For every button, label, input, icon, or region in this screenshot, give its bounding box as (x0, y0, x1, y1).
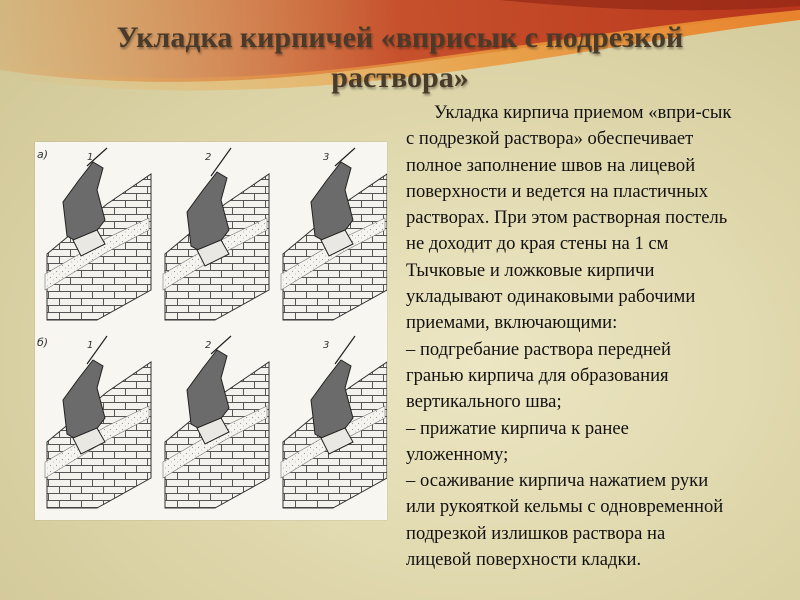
text-line: Укладка кирпича приемом «впри-сык (434, 102, 732, 123)
text-line: – подгребание раствора передней (406, 338, 672, 360)
step-number: 2 (205, 152, 212, 163)
text-line: поверхности и ведется на пластичных (406, 180, 709, 202)
panel-step-б-1 (37, 332, 153, 518)
title-line-1: Укладка кирпичей «вприсык с подрезкой (116, 21, 684, 54)
text-line: подрезкой излишков раствора на (406, 522, 666, 544)
row-b-label: б) (37, 336, 49, 349)
text-line: – прижатие кирпича к ранее (406, 417, 629, 439)
text-line: приемами, включающими: (406, 312, 618, 334)
text-line: вертикального шва; (406, 391, 562, 413)
row-a-label: а) (37, 148, 49, 161)
text-line: уложенному; (406, 443, 509, 465)
bricklaying-illustration (35, 142, 387, 520)
slide-title (80, 18, 720, 98)
title-line-2: раствора» (331, 61, 469, 94)
text-line: не доходит до края стены на 1 см (406, 233, 669, 255)
step-number: 3 (323, 340, 330, 351)
step-number: 2 (205, 340, 212, 351)
step-number: 1 (87, 340, 94, 351)
text-line: с подрезкой раствора» обеспечивает (406, 128, 694, 150)
text-line: укладывают одинаковыми рабочими (406, 286, 696, 308)
description-text (406, 100, 794, 573)
step-number: 3 (323, 152, 330, 163)
bricklaying-steps-figure (35, 142, 387, 520)
panel-step-а-3 (273, 144, 387, 330)
text-line: или рукояткой кельмы с одновременной (406, 496, 724, 518)
text-line: растворах. При этом растворная постель (406, 207, 728, 229)
step-number: 1 (87, 152, 94, 163)
text-line: гранью кирпича для образования (406, 364, 669, 386)
text-line: лицевой поверхности кладки. (406, 549, 642, 571)
text-line: полное заполнение швов на лицевой (406, 154, 696, 176)
panel-step-а-1 (37, 144, 153, 330)
text-line: Тычковые и ложковые кирпичи (406, 259, 655, 281)
panel-step-б-3 (273, 332, 387, 518)
panel-step-б-2 (155, 332, 271, 518)
text-line: – осаживание кирпича нажатием руки (406, 470, 709, 492)
panel-step-а-2 (155, 144, 271, 330)
